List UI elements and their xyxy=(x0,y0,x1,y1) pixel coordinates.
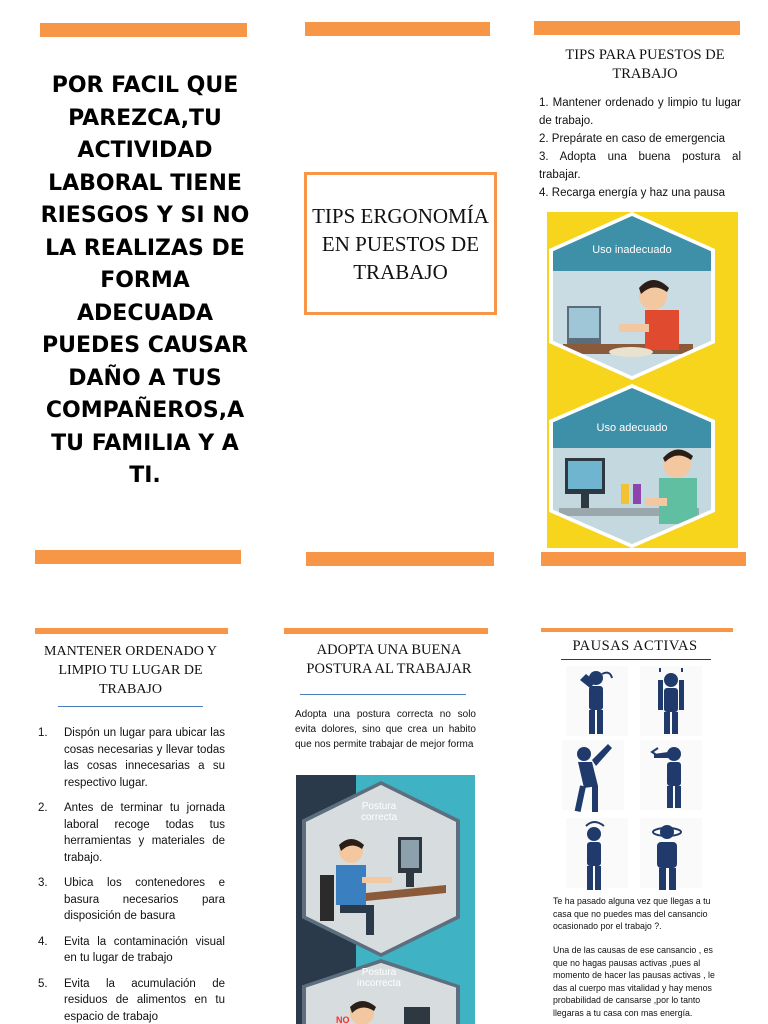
orange-bar xyxy=(534,21,740,35)
list-item-number: 1. xyxy=(38,727,48,739)
stretch-exercise-2 xyxy=(640,666,702,736)
list-item xyxy=(38,976,225,1024)
orange-bar xyxy=(306,552,494,566)
stretch-exercise-4 xyxy=(640,740,702,810)
label-adequate: Uso adecuado xyxy=(596,422,668,434)
stretch-exercise-3 xyxy=(562,740,624,810)
list-item xyxy=(38,800,225,866)
heading-underline xyxy=(300,694,466,695)
stretch-exercise-5 xyxy=(566,818,628,888)
orange-line xyxy=(284,628,488,634)
list-item-number: 4. xyxy=(38,935,48,948)
warning-message: POR FACIL QUE PAREZCA,TU ACTIVIDAD LABORAL TIENE RIESGOS Y SI NO LA REALIZAS DE FORMA ADECUADA PUEDES CAUSAR DAÑO A TUS COMPAÑEROS,A TU FAMILIA Y A TI. xyxy=(40,73,250,488)
tips-list xyxy=(539,94,741,202)
stretch-figure-icon xyxy=(566,666,628,736)
tips-heading: TIPS PARA PUESTOS DE TRABAJO xyxy=(565,47,725,82)
list-item xyxy=(38,934,225,967)
orange-bar xyxy=(305,22,490,36)
orange-bar xyxy=(541,552,746,566)
list-item xyxy=(38,875,225,925)
stretch-figure-icon xyxy=(640,666,702,736)
cover-title: TIPS ERGONOMÍA EN PUESTOS DE TRABAJO xyxy=(312,203,489,284)
list-item-text: Ubica los contenedores e basura necesarios para disposición de basura xyxy=(64,877,225,922)
stretch-figure-icon xyxy=(562,740,624,814)
stretch-exercise-1 xyxy=(566,666,628,736)
tips-item: 1. Mantener ordenado y limpio tu lugar de trabajo. xyxy=(539,97,741,127)
orden-heading: MANTENER ORDENADO Y LIMPIO TU LUGAR DE TRABAJO xyxy=(44,644,217,697)
list-item-text: Dispón un lugar para ubicar las cosas necesarias y llevar todas las cosas innecesarias a su respectivo lugar. xyxy=(64,727,225,789)
orden-steps-list xyxy=(38,725,225,1024)
stretch-figure-icon xyxy=(566,818,628,892)
stretch-exercise-6 xyxy=(640,818,702,888)
postura-heading: ADOPTA UNA BUENA POSTURA AL TRABAJAR xyxy=(306,642,472,677)
orange-bar xyxy=(35,550,241,564)
postura-body: Adopta una postura correcta no solo evita dolores, sino que crea un habito que nos permite trabajar de mejor forma xyxy=(295,709,476,750)
cover-title-box xyxy=(304,172,497,315)
orange-line xyxy=(35,628,228,634)
list-item-text: Evita la acumulación de residuos de alimentos en tu espacio de trabajo xyxy=(64,977,225,1023)
tips-item: 4. Recarga energía y haz una pausa xyxy=(539,187,726,199)
list-item-number: 3. xyxy=(38,877,48,889)
posture-illustration xyxy=(296,775,475,1024)
heading-underline xyxy=(58,706,203,707)
ergonomics-illustration xyxy=(547,212,738,548)
label-correct: Postura correcta xyxy=(360,801,398,823)
stretch-figure-icon xyxy=(640,818,702,892)
list-item-text: Evita la contaminación visual en tu lugar de trabajo xyxy=(64,935,225,964)
list-item-number: 2. xyxy=(38,802,48,814)
pausas-paragraph-1: Te ha pasado alguna vez que llegas a tu casa que no puedes mas del cansancio ocasionado por el trabajo ?. xyxy=(553,896,711,931)
tips-item: 3. Adopta una buena postura al trabajar. xyxy=(539,151,741,181)
label-incorrect: Postura incorrecta xyxy=(357,967,401,989)
pausas-paragraph-2: Una de las causas de ese cansancio , es que no hagas pausas activas ,pues al momento de hacer las pausas activas , le das al cuerpo mas vitalidad y hay menos probabilidad de cansarse ,por lo tanto llegaras a tu casa con mas energía. xyxy=(553,945,715,1018)
orange-bar xyxy=(40,23,247,37)
stretch-figure-icon xyxy=(640,740,702,810)
list-item xyxy=(38,725,225,791)
list-item-text: Antes de terminar tu jornada laboral recoge todas tus herramientas y materiales de trabajo. xyxy=(64,802,225,864)
heading-underline xyxy=(561,659,711,660)
list-item-number: 5. xyxy=(38,977,48,990)
orange-line xyxy=(541,628,733,632)
label-inadequate: Uso inadecuado xyxy=(592,244,672,256)
no-badge: NO xyxy=(336,1015,350,1024)
tips-item: 2. Prepárate en caso de emergencia xyxy=(539,133,726,145)
pausas-heading: PAUSAS ACTIVAS xyxy=(572,638,698,654)
